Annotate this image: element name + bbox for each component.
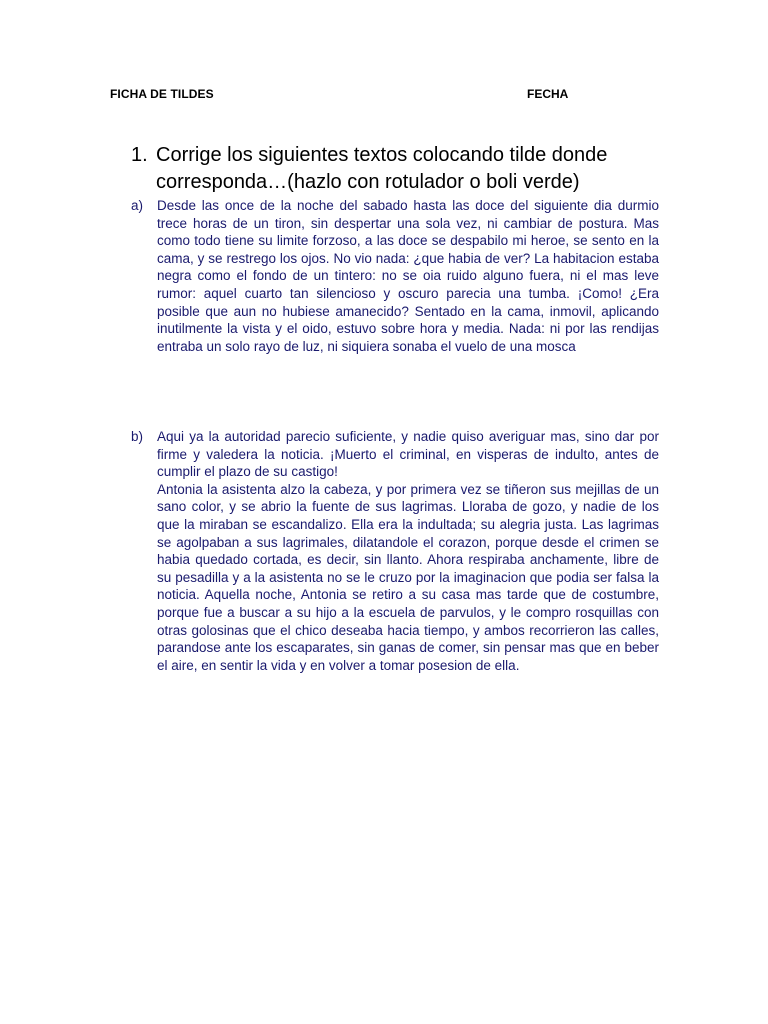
paragraph: Antonia la asistenta alzo la cabeza, y por primera vez se tiñeron sus mejillas de un sano color, y se abrio la fuente de sus lagrimas. Lloraba de gozo, y nadie de los que la miraban se escandalizo. Ella era la indultada; su alegria justa. Las lagrimas se agolpaban a sus lagrimales, dilatandole el corazon, porque desde el crimen se habia quedado cortada, es decir, sin llanto. Ahora respiraba anchamente, libre de su pesadilla y a la asistenta no se le cruzo por la imaginacion que podia ser falsa la noticia. Aquella noche, Antonia se retiro a su casa mas tarde que de costumbre, porque fue a buscar a su hijo a la escuela de parvulos, y le compro rosquillas con otras golosinas que el chico deseaba hacia tiempo, y ambos recorrieron las calles, parandose ante los escaparates, sin ganas de comer, sin pensar mas que en beber el aire, en sentir la vida y en volver a tomar posesion de ella. (157, 481, 659, 673)
item-text (157, 428, 659, 674)
item-text (157, 197, 659, 355)
item-letter: a) (131, 198, 144, 213)
paragraph: Aqui ya la autoridad parecio suficiente, y nadie quiso averiguar mas, sino dar por firme y valedera la noticia. ¡Muerto el criminal, en visperas de indulto, antes de cumplir el plazo de su castigo! (157, 429, 659, 480)
item-letter: b) (131, 429, 144, 444)
exercise-instruction: Corrige los siguientes textos colocando tilde donde corresponda…(hazlo con rotulador o boli verde) (156, 144, 608, 193)
exercise-item-a (131, 197, 659, 355)
exercise-heading (131, 142, 671, 196)
date-label: FECHA (527, 87, 569, 101)
paragraph: Desde las once de la noche del sabado hasta las doce del siguiente dia durmio trece horas de un tiron, sin despertar una sola vez, ni cambiar de postura. Mas como todo tiene su limite forzoso, a las doce se despabilo mi heroe, se sento en la cama, y se restrego los ojos. No vio nada: ¿que habia de ver? La habitacion estaba negra como el fondo de un tintero: no se oia ruido alguno fuera, ni el mas leve rumor: aquel cuarto tan silencioso y oscuro parecia una tumba. ¡Como! ¿Era posible que aun no hubiese amanecido? Sentado en la cama, inmovil, aplicando inutilmente la vista y el oido, estuvo sobre hora y media. Nada: ni por las rendijas entraba un solo rayo de luz, ni siquiera sonaba el vuelo de una mosca (157, 198, 659, 354)
exercise-item-b (131, 428, 659, 674)
exercise-number: 1. (131, 144, 148, 166)
worksheet-title: FICHA DE TILDES (110, 87, 214, 101)
